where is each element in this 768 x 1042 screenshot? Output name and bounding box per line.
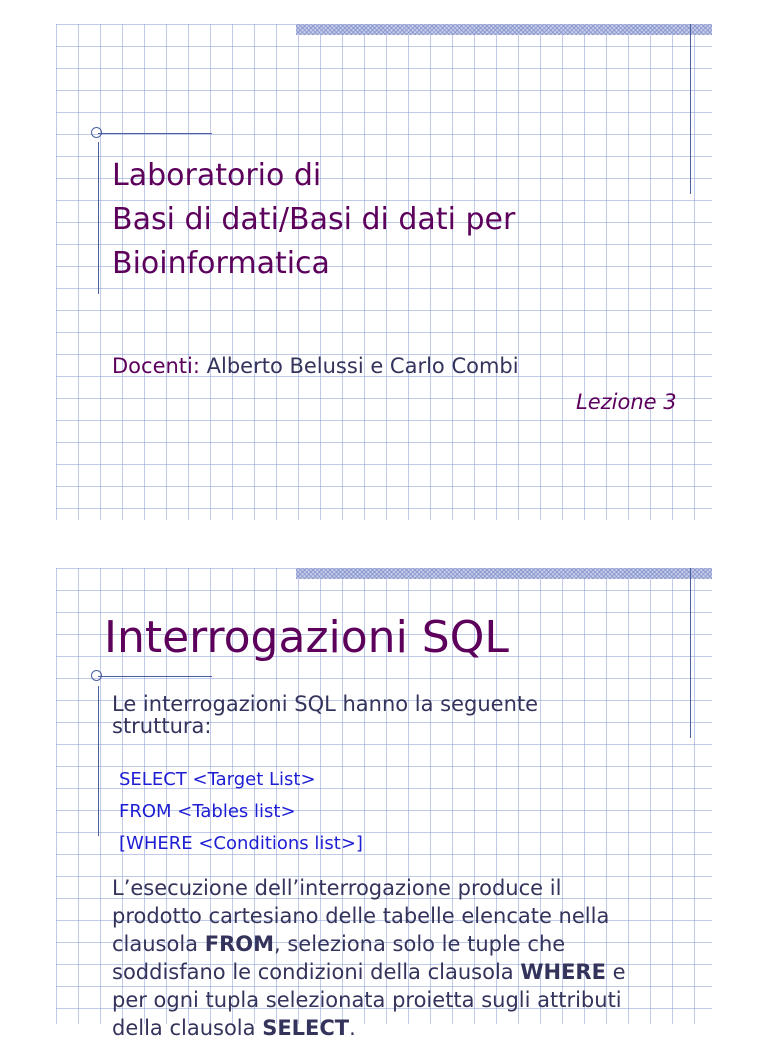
title-line-3: Bioinformatica bbox=[112, 246, 330, 281]
slide-right-rule bbox=[690, 568, 691, 738]
intro-text bbox=[112, 690, 538, 740]
lesson-number: Lezione 3 bbox=[576, 390, 677, 414]
para-text: , seleziona solo le tuple che bbox=[274, 932, 566, 956]
sql-syntax-block bbox=[119, 764, 363, 860]
para-line-2: prodotto cartesiano delle tabelle elencate nella bbox=[112, 904, 610, 928]
title-line-1: Laboratorio di bbox=[112, 158, 322, 193]
slide-right-rule bbox=[690, 24, 691, 194]
slide-2 bbox=[56, 568, 712, 1040]
slide-left-rule bbox=[98, 686, 99, 836]
slide-header-band bbox=[296, 568, 712, 579]
docenti-line bbox=[112, 354, 519, 378]
slide-bullet-circle-icon bbox=[91, 670, 102, 681]
sql-line-where: [WHERE <Conditions list>] bbox=[119, 833, 363, 854]
para-text: e bbox=[605, 960, 626, 984]
sql-line-from: FROM <Tables list> bbox=[119, 801, 296, 822]
para-text: soddisfano le condizioni della clausola bbox=[112, 960, 521, 984]
para-text: della clausola bbox=[112, 1016, 263, 1040]
docenti-label: Docenti: bbox=[112, 354, 200, 378]
intro-line-2: struttura: bbox=[112, 714, 212, 738]
para-line-3 bbox=[112, 930, 626, 958]
para-line-1: L’esecuzione dell’interrogazione produce il bbox=[112, 876, 562, 900]
slide-left-rule bbox=[98, 142, 99, 294]
para-line-6 bbox=[112, 1014, 626, 1042]
docenti-names: Alberto Belussi e Carlo Combi bbox=[206, 354, 519, 378]
sql-line-select: SELECT <Target List> bbox=[119, 769, 316, 790]
slide-title: Interrogazioni SQL bbox=[104, 612, 509, 663]
intro-line-1: Le interrogazioni SQL hanno la seguente bbox=[112, 692, 539, 716]
slide-title-rule bbox=[98, 133, 212, 134]
slide-bullet-circle-icon bbox=[91, 127, 102, 138]
keyword-from: FROM bbox=[204, 932, 274, 956]
keyword-where: WHERE bbox=[520, 960, 606, 984]
title-line-2: Basi di dati/Basi di dati per bbox=[112, 202, 516, 237]
para-line-5: per ogni tupla selezionata proietta sugli attributi bbox=[112, 988, 622, 1012]
keyword-select: SELECT bbox=[262, 1016, 350, 1040]
para-line-4 bbox=[112, 958, 626, 986]
explanation-paragraph bbox=[112, 874, 626, 1042]
slide-header-band bbox=[296, 24, 712, 35]
slide-title bbox=[112, 154, 515, 286]
slide-title-rule bbox=[98, 676, 212, 677]
slide-1 bbox=[56, 24, 712, 520]
para-text: . bbox=[349, 1016, 356, 1040]
para-text: clausola bbox=[112, 932, 205, 956]
